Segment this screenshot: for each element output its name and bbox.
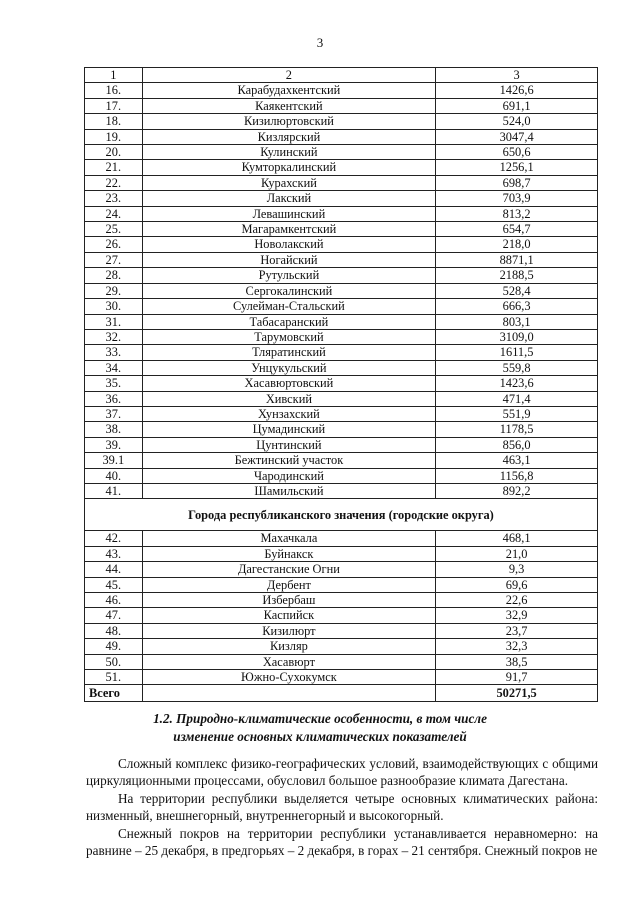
row-number-cell: 46.	[85, 593, 143, 608]
row-name-cell: Хасавюртовский	[142, 376, 436, 391]
row-number-cell: 21.	[85, 160, 143, 175]
row-value-cell: 32,9	[436, 608, 598, 623]
row-name-cell: Дагестанские Огни	[142, 562, 436, 577]
row-value-cell: 1178,5	[436, 422, 598, 437]
row-name-cell: Кулинский	[142, 145, 436, 160]
table-row	[85, 577, 598, 592]
table-row	[85, 160, 598, 175]
table-row	[85, 206, 598, 221]
row-number-cell: 20.	[85, 145, 143, 160]
row-value-cell: 468,1	[436, 531, 598, 546]
row-name-cell: Сулейман-Стальский	[142, 299, 436, 314]
row-value-cell: 703,9	[436, 191, 598, 206]
row-number-cell: 45.	[85, 577, 143, 592]
row-number-cell: 29.	[85, 283, 143, 298]
row-name-cell: Хунзахский	[142, 406, 436, 421]
row-name-cell: Карабудахкентский	[142, 83, 436, 98]
row-name-cell: Курахский	[142, 175, 436, 190]
row-name-cell: Новолакский	[142, 237, 436, 252]
row-value-cell: 2188,5	[436, 268, 598, 283]
total-value-cell: 50271,5	[436, 685, 598, 702]
table-header-row	[85, 68, 598, 83]
table-row	[85, 360, 598, 375]
table-row	[85, 175, 598, 190]
row-name-cell: Хивский	[142, 391, 436, 406]
row-number-cell: 35.	[85, 376, 143, 391]
row-value-cell: 559,8	[436, 360, 598, 375]
row-value-cell: 666,3	[436, 299, 598, 314]
row-number-cell: 24.	[85, 206, 143, 221]
row-name-cell: Ногайский	[142, 252, 436, 267]
table-row	[85, 376, 598, 391]
table-row	[85, 98, 598, 113]
table-row	[85, 391, 598, 406]
row-name-cell: Тарумовский	[142, 329, 436, 344]
table-row	[85, 222, 598, 237]
table-row	[85, 329, 598, 344]
row-value-cell: 1611,5	[436, 345, 598, 360]
row-name-cell: Тляратинский	[142, 345, 436, 360]
table-body	[85, 68, 598, 702]
row-value-cell: 1256,1	[436, 160, 598, 175]
row-name-cell: Кизилюртовский	[142, 114, 436, 129]
header-cell-value: 3	[436, 68, 598, 83]
row-value-cell: 813,2	[436, 206, 598, 221]
row-value-cell: 524,0	[436, 114, 598, 129]
paragraph: Сложный комплекс физико-географических условий, взаимодействующих с общими циркуляционными процессами, обусловил большое разнообразие климата Дагестана.	[86, 756, 598, 789]
row-name-cell: Кумторкалинский	[142, 160, 436, 175]
row-name-cell: Махачкала	[142, 531, 436, 546]
row-name-cell: Цумадинский	[142, 422, 436, 437]
row-name-cell: Избербаш	[142, 593, 436, 608]
row-value-cell: 856,0	[436, 437, 598, 452]
table-row	[85, 114, 598, 129]
row-name-cell: Лакский	[142, 191, 436, 206]
subsection-title-line: 1.2. Природно-климатические особенности, в том числе	[153, 711, 487, 726]
row-name-cell: Цунтинский	[142, 437, 436, 452]
row-name-cell: Южно-Сухокумск	[142, 670, 436, 685]
table-row	[85, 639, 598, 654]
row-name-cell: Кизляр	[142, 639, 436, 654]
row-value-cell: 691,1	[436, 98, 598, 113]
table-row	[85, 654, 598, 669]
table-row	[85, 562, 598, 577]
row-name-cell: Кизлярский	[142, 129, 436, 144]
row-name-cell: Кизилюрт	[142, 623, 436, 638]
table-row	[85, 483, 598, 498]
row-name-cell: Хасавюрт	[142, 654, 436, 669]
table-row	[85, 299, 598, 314]
body-text	[86, 755, 598, 859]
row-number-cell: 18.	[85, 114, 143, 129]
row-number-cell: 32.	[85, 329, 143, 344]
row-number-cell: 51.	[85, 670, 143, 685]
row-number-cell: 30.	[85, 299, 143, 314]
header-cell-name: 2	[142, 68, 436, 83]
row-value-cell: 9,3	[436, 562, 598, 577]
row-number-cell: 17.	[85, 98, 143, 113]
row-name-cell: Сергокалинский	[142, 283, 436, 298]
row-number-cell: 22.	[85, 175, 143, 190]
total-empty-cell	[142, 685, 436, 702]
paragraph: На территории республики выделяется четыре основных климатических района: низменный, внешнегорный, внутреннегорный и высокогорный.	[86, 790, 598, 824]
row-number-cell: 33.	[85, 345, 143, 360]
table-row	[85, 83, 598, 98]
paragraph: Снежный покров на территории республики устанавливается неравномерно: на равнине – 25 декабря, в предгорьях – 2 декабря, в горах – 21 сентября. Снежный покров не	[86, 825, 598, 859]
subsection-title	[0, 710, 640, 746]
table-row	[85, 283, 598, 298]
row-value-cell: 528,4	[436, 283, 598, 298]
row-value-cell: 69,6	[436, 577, 598, 592]
row-number-cell: 50.	[85, 654, 143, 669]
table-row	[85, 314, 598, 329]
row-value-cell: 463,1	[436, 453, 598, 468]
table-row	[85, 268, 598, 283]
row-name-cell: Магарамкентский	[142, 222, 436, 237]
header-cell-number: 1	[85, 68, 143, 83]
section-row	[85, 499, 598, 531]
row-name-cell: Бежтинский участок	[142, 453, 436, 468]
row-name-cell: Унцукульский	[142, 360, 436, 375]
row-value-cell: 3109,0	[436, 329, 598, 344]
table-row	[85, 593, 598, 608]
row-name-cell: Табасаранский	[142, 314, 436, 329]
table-row	[85, 129, 598, 144]
table-row	[85, 345, 598, 360]
row-value-cell: 1426,6	[436, 83, 598, 98]
table-row	[85, 406, 598, 421]
table-row	[85, 608, 598, 623]
row-value-cell: 21,0	[436, 546, 598, 561]
row-name-cell: Чародинский	[142, 468, 436, 483]
row-number-cell: 39.	[85, 437, 143, 452]
row-value-cell: 8871,1	[436, 252, 598, 267]
table-row	[85, 191, 598, 206]
row-name-cell: Дербент	[142, 577, 436, 592]
table-row	[85, 623, 598, 638]
table-row	[85, 670, 598, 685]
table-row	[85, 531, 598, 546]
row-number-cell: 25.	[85, 222, 143, 237]
row-number-cell: 23.	[85, 191, 143, 206]
row-number-cell: 31.	[85, 314, 143, 329]
row-value-cell: 654,7	[436, 222, 598, 237]
row-number-cell: 43.	[85, 546, 143, 561]
row-value-cell: 23,7	[436, 623, 598, 638]
table-row	[85, 453, 598, 468]
row-number-cell: 42.	[85, 531, 143, 546]
row-number-cell: 38.	[85, 422, 143, 437]
row-value-cell: 218,0	[436, 237, 598, 252]
row-number-cell: 39.1	[85, 453, 143, 468]
row-number-cell: 28.	[85, 268, 143, 283]
row-number-cell: 19.	[85, 129, 143, 144]
row-number-cell: 49.	[85, 639, 143, 654]
section-title-cell: Города республиканского значения (городские округа)	[85, 499, 598, 531]
row-number-cell: 16.	[85, 83, 143, 98]
row-number-cell: 41.	[85, 483, 143, 498]
row-number-cell: 48.	[85, 623, 143, 638]
row-value-cell: 91,7	[436, 670, 598, 685]
row-value-cell: 471,4	[436, 391, 598, 406]
table-row	[85, 145, 598, 160]
row-number-cell: 34.	[85, 360, 143, 375]
row-value-cell: 22,6	[436, 593, 598, 608]
row-value-cell: 803,1	[436, 314, 598, 329]
row-name-cell: Каякентский	[142, 98, 436, 113]
row-value-cell: 892,2	[436, 483, 598, 498]
page-number: 3	[316, 35, 324, 50]
row-name-cell: Каспийск	[142, 608, 436, 623]
table-row	[85, 546, 598, 561]
row-name-cell: Шамильский	[142, 483, 436, 498]
row-number-cell: 27.	[85, 252, 143, 267]
row-number-cell: 37.	[85, 406, 143, 421]
row-number-cell: 44.	[85, 562, 143, 577]
subsection-title-line: изменение основных климатических показателей	[173, 729, 467, 744]
row-value-cell: 1423,6	[436, 376, 598, 391]
districts-area-table	[84, 67, 598, 702]
total-row	[85, 685, 598, 702]
row-name-cell: Левашинский	[142, 206, 436, 221]
row-name-cell: Рутульский	[142, 268, 436, 283]
total-label-cell: Всего	[85, 685, 143, 702]
table-row	[85, 437, 598, 452]
row-value-cell: 1156,8	[436, 468, 598, 483]
row-number-cell: 40.	[85, 468, 143, 483]
table-row	[85, 422, 598, 437]
row-value-cell: 32,3	[436, 639, 598, 654]
row-number-cell: 36.	[85, 391, 143, 406]
row-value-cell: 3047,4	[436, 129, 598, 144]
row-value-cell: 551,9	[436, 406, 598, 421]
row-number-cell: 47.	[85, 608, 143, 623]
table-row	[85, 237, 598, 252]
row-value-cell: 650,6	[436, 145, 598, 160]
table-row	[85, 468, 598, 483]
row-name-cell: Буйнакск	[142, 546, 436, 561]
row-value-cell: 38,5	[436, 654, 598, 669]
row-number-cell: 26.	[85, 237, 143, 252]
table-row	[85, 252, 598, 267]
row-value-cell: 698,7	[436, 175, 598, 190]
